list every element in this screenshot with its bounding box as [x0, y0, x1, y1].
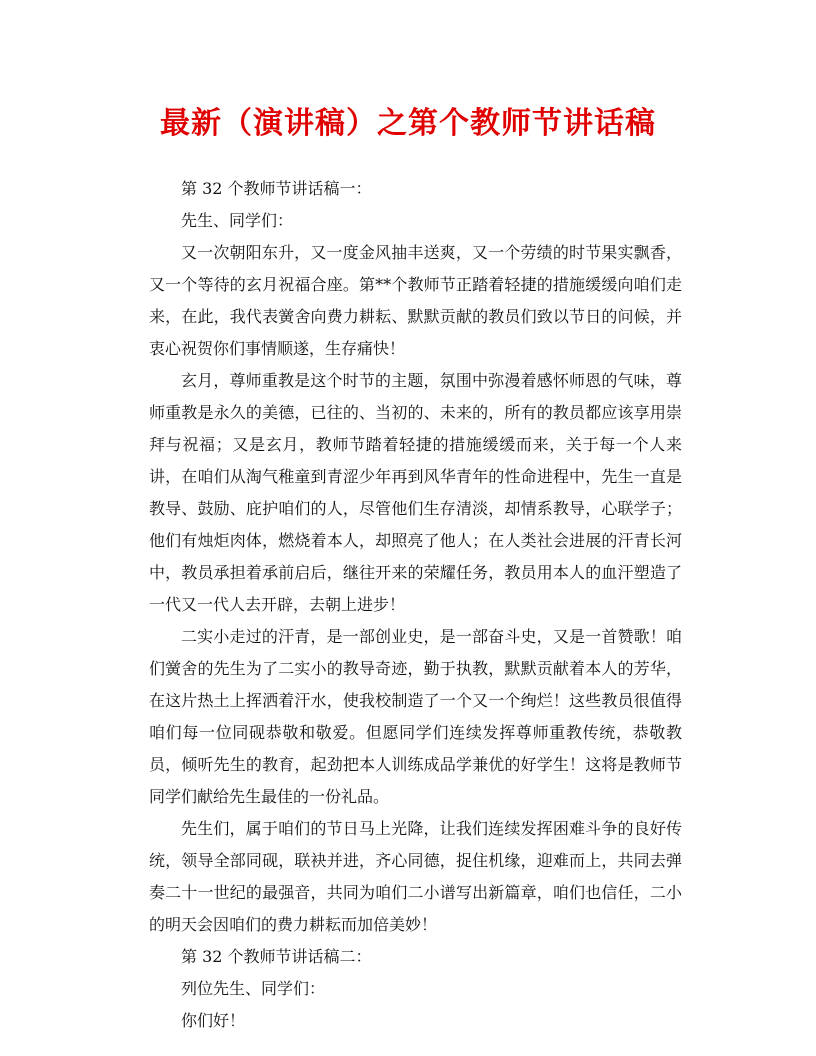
section-heading-2: 第 32 个教师节讲话稿二：	[181, 947, 372, 966]
document-title: 最新（演讲稿）之第个教师节讲话稿	[160, 106, 656, 141]
salutation-2: 列位先生、同学们：	[181, 979, 326, 998]
document-body	[149, 173, 682, 1037]
body-paragraph-1: 又一次朝阳东升，又一度金风抽丰送爽，又一个劳绩的时节果实飘香，又一个等待的玄月祝福合座。第**个教师节正踏着轻捷的措施缓缓向咱们走来，在此，我代表黉舍向费力耕耘、默默贡献的教员们致以节日的问候，并衷心祝贺你们事情顺遂，生存痛快！	[149, 243, 682, 358]
body-paragraph-4: 先生们，属于咱们的节日马上光降，让我们连续发挥困难斗争的良好传统，领导全部同砚，联袂并进，齐心同德，捉住机缘，迎难而上，共同去弹奏二十一世纪的最强音，共同为咱们二小谱写出新篇章，咱们也信任，二小的明天会因咱们的费力耕耘而加倍美妙！	[149, 819, 682, 934]
body-paragraph-2: 玄月，尊师重教是这个时节的主题，氛围中弥漫着感怀师恩的气味，尊师重教是永久的美德，已往的、当初的、未来的，所有的教员都应该享用崇拜与祝福；又是玄月，教师节踏着轻捷的措施缓缓而来，关于每一个人来讲，在咱们从淘气稚童到青涩少年再到风华青年的性命进程中，先生一直是教导、鼓励、庇护咱们的人，尽管他们生存清淡，却情系教导，心联学子；他们有烛炬肉体，燃烧着本人，却照亮了他人；在人类社会进展的汗青长河中，教员承担着承前启后，继往开来的荣耀任务，教员用本人的血汗塑造了一代又一代人去开辟，去朝上进步！	[149, 371, 682, 614]
body-paragraph-3: 二实小走过的汗青，是一部创业史，是一部奋斗史，又是一首赞歌！咱们黉舍的先生为了二实小的教导奇迹，勤于执教，默默贡献着本人的芳华，在这片热土上挥洒着汗水，使我校制造了一个又一个绚烂！这些教员很值得咱们每一位同砚恭敬和敬爱。但愿同学们连续发挥尊师重教传统，恭敬教员，倾听先生的教育，起劲把本人训练成品学兼优的好学生！这将是教师节同学们献给先生最佳的一份礼品。	[149, 627, 682, 806]
greeting: 你们好！	[181, 1011, 246, 1030]
salutation-1: 先生、同学们：	[181, 211, 294, 230]
section-heading-1: 第 32 个教师节讲话稿一：	[181, 179, 372, 198]
